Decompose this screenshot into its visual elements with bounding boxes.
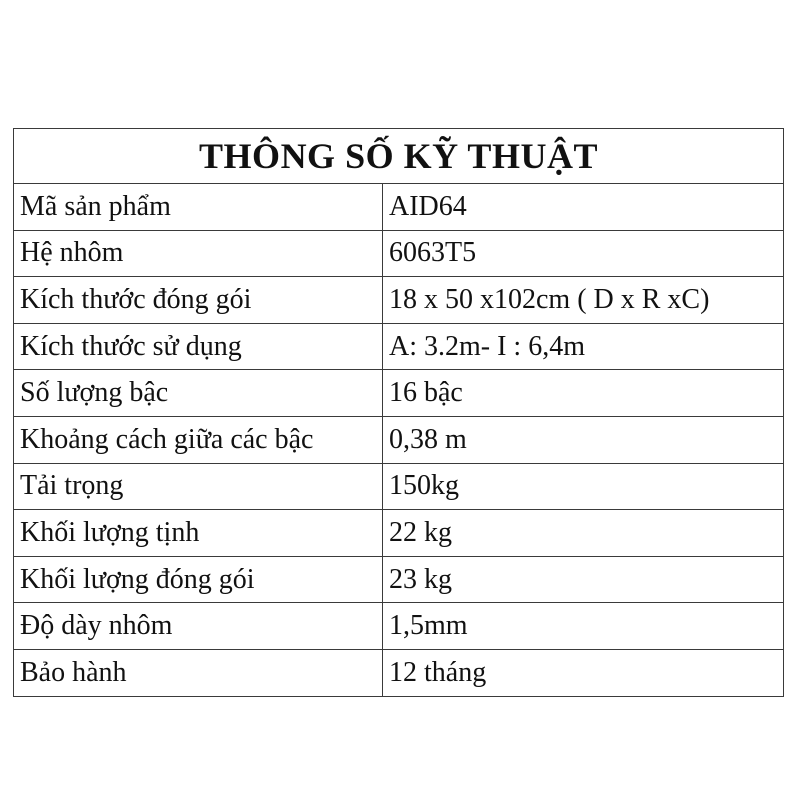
table-row <box>14 230 784 277</box>
row-value: AID64 <box>383 184 784 231</box>
row-value: 18 x 50 x102cm ( D x R xC) <box>383 277 784 324</box>
table-row <box>14 603 784 650</box>
row-label: Độ dày nhôm <box>14 603 383 650</box>
table-row <box>14 184 784 231</box>
row-label: Số lượng bậc <box>14 370 383 417</box>
row-label: Bảo hành <box>14 649 383 696</box>
row-value: 1,5mm <box>383 603 784 650</box>
row-value: 12 tháng <box>383 649 784 696</box>
row-label: Hệ nhôm <box>14 230 383 277</box>
table-row <box>14 416 784 463</box>
row-value: 6063T5 <box>383 230 784 277</box>
row-label: Khối lượng tịnh <box>14 510 383 557</box>
table-row <box>14 556 784 603</box>
row-label: Kích thước sử dụng <box>14 323 383 370</box>
row-value: 23 kg <box>383 556 784 603</box>
table-row <box>14 463 784 510</box>
table-row <box>14 323 784 370</box>
table-title: THÔNG SỐ KỸ THUẬT <box>14 129 784 184</box>
row-value: 150kg <box>383 463 784 510</box>
table-header-row <box>14 129 784 184</box>
row-value: 16 bậc <box>383 370 784 417</box>
spec-table <box>13 128 784 697</box>
row-label: Tải trọng <box>14 463 383 510</box>
row-value: 0,38 m <box>383 416 784 463</box>
table-row <box>14 510 784 557</box>
row-label: Kích thước đóng gói <box>14 277 383 324</box>
row-value: 22 kg <box>383 510 784 557</box>
row-label: Khoảng cách giữa các bậc <box>14 416 383 463</box>
table-row <box>14 370 784 417</box>
row-label: Mã sản phẩm <box>14 184 383 231</box>
table-row <box>14 277 784 324</box>
row-value: A: 3.2m- I : 6,4m <box>383 323 784 370</box>
table-row <box>14 649 784 696</box>
row-label: Khối lượng đóng gói <box>14 556 383 603</box>
